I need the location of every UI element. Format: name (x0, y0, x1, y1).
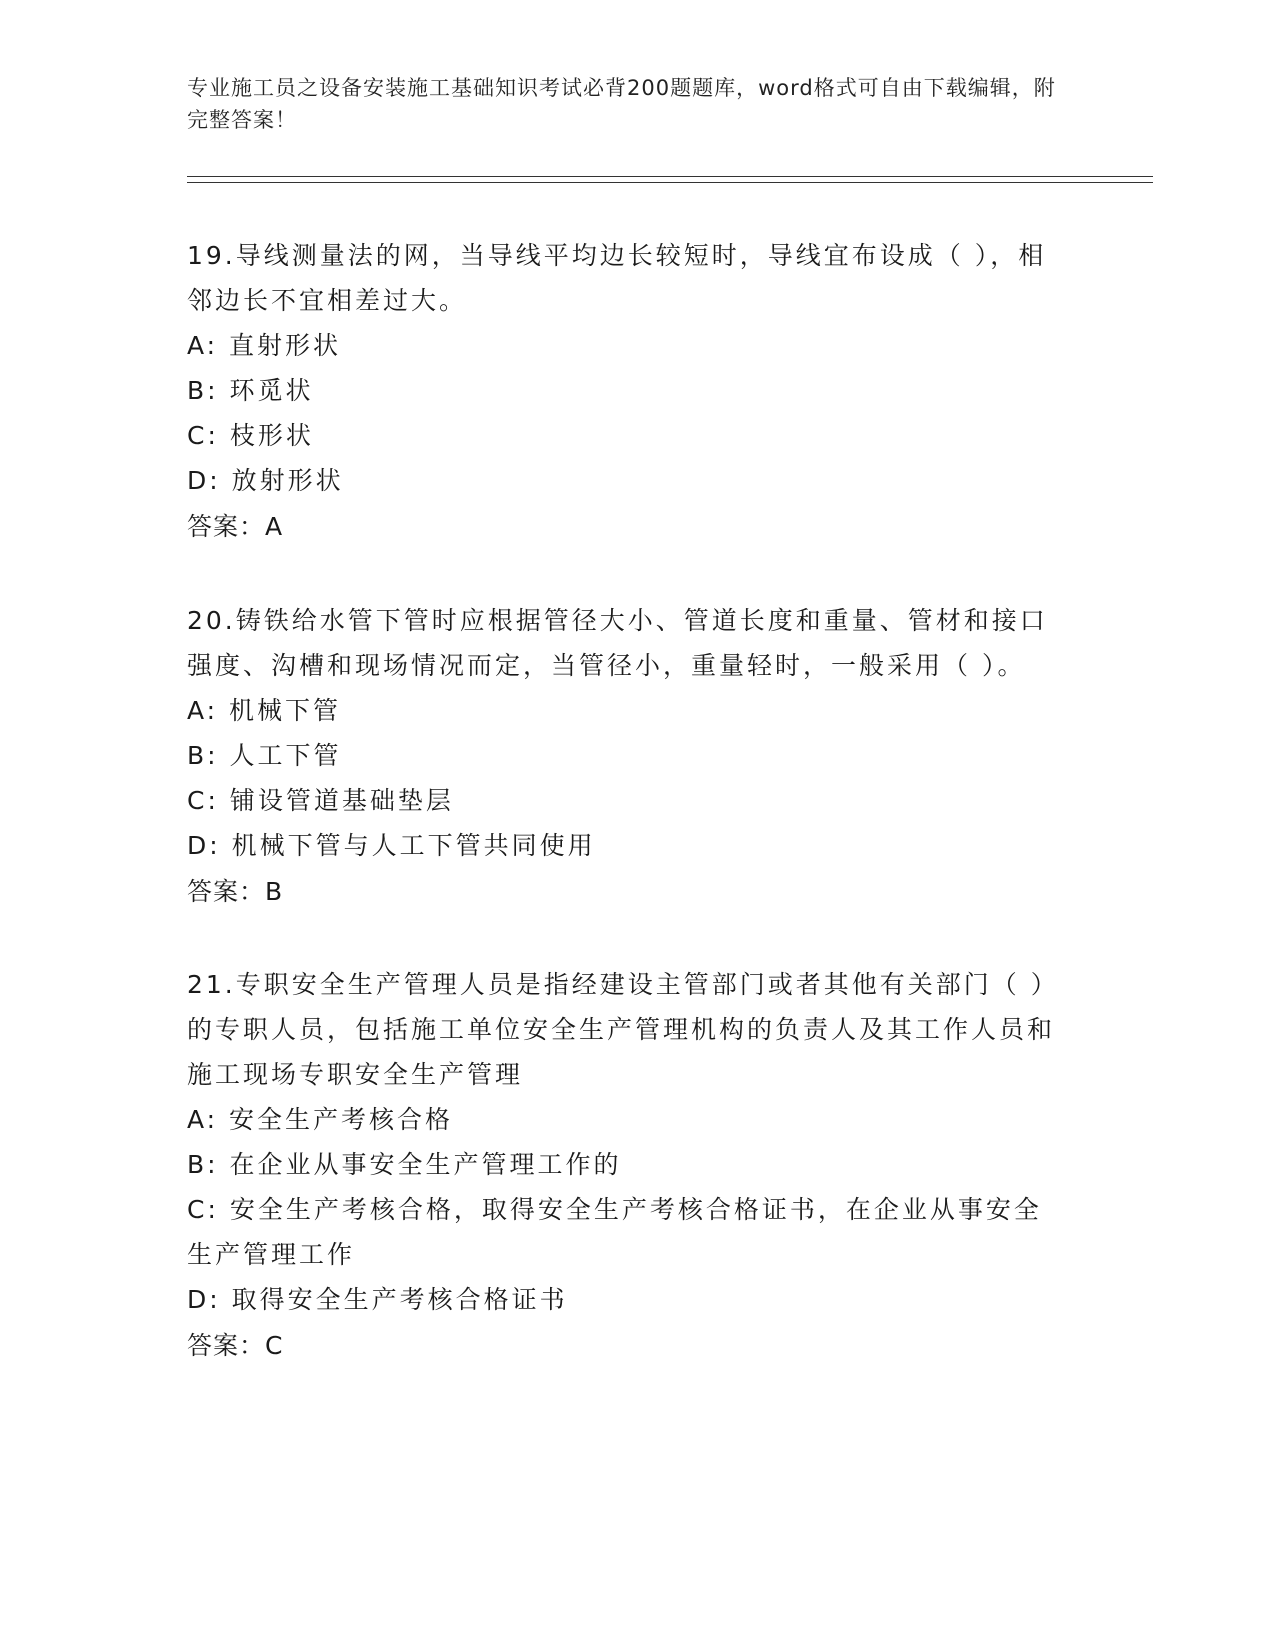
question-19 (187, 233, 1067, 549)
answer-line: 答案：C (187, 1331, 284, 1360)
document-header-title: 专业施工员之设备安装施工基础知识考试必背200题题库，word格式可自由下载编辑，附完整答案！ (187, 76, 1056, 132)
option-c: C: 枝形状 (187, 421, 314, 450)
option-a: A: 直射形状 (187, 331, 342, 360)
option-a: A: 机械下管 (187, 696, 342, 725)
option-b: B: 人工下管 (187, 741, 342, 770)
option-b: B: 在企业从事安全生产管理工作的 (187, 1150, 622, 1179)
option-a: A: 安全生产考核合格 (187, 1105, 454, 1134)
answer-line: 答案：A (187, 512, 284, 541)
header-divider-top (187, 176, 1153, 177)
question-stem: 20.铸铁给水管下管时应根据管径大小、管道长度和重量、管材和接口强度、沟槽和现场情况而定，当管径小，重量轻时，一般采用（ ）。 (187, 606, 1048, 680)
question-21 (187, 962, 1067, 1368)
question-stem: 21.专职安全生产管理人员是指经建设主管部门或者其他有关部门（ ）的专职人员，包括施工单位安全生产管理机构的负责人及其工作人员和施工现场专职安全生产管理 (187, 970, 1059, 1089)
answer-line: 答案：B (187, 877, 284, 906)
option-d: D: 放射形状 (187, 466, 344, 495)
question-20 (187, 598, 1067, 914)
option-c: C: 安全生产考核合格，取得安全生产考核合格证书，在企业从事安全生产管理工作 (187, 1195, 1042, 1269)
header-divider-bottom (187, 182, 1153, 183)
option-b: B: 环觅状 (187, 376, 314, 405)
option-c: C: 铺设管道基础垫层 (187, 786, 454, 815)
option-d: D: 机械下管与人工下管共同使用 (187, 831, 596, 860)
option-d: D: 取得安全生产考核合格证书 (187, 1285, 568, 1314)
question-stem: 19.导线测量法的网，当导线平均边长较短时，导线宜布设成（ ），相邻边长不宜相差过大。 (187, 241, 1047, 315)
